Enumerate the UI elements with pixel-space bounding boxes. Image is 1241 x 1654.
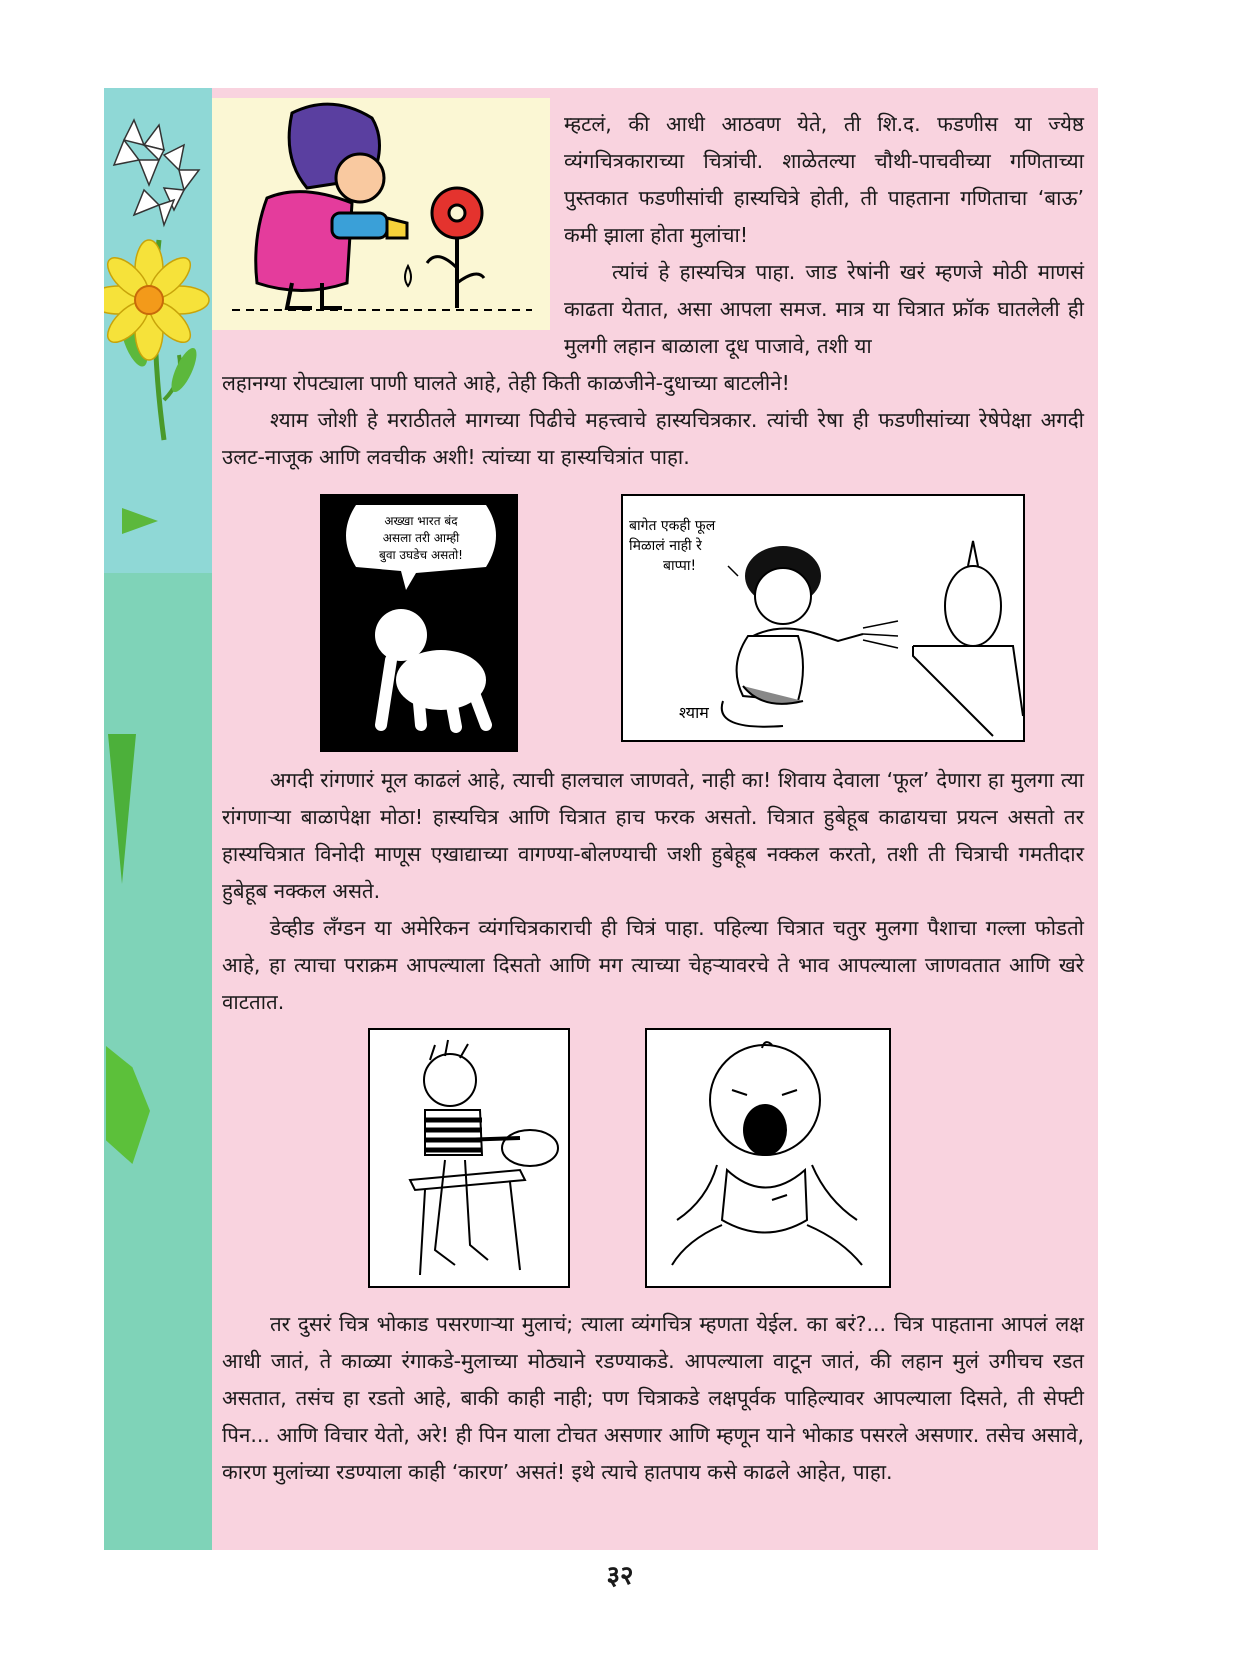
green-triangle-decoration xyxy=(122,508,158,534)
baby-speech-line1: अख्खा भारत बंद xyxy=(384,514,458,528)
paragraph-2a: त्यांचं हे हास्यचित्र पाहा. जाड रेषांनी खरं म्हणजे मोठी माणसं काढता येतात, असा आपला समज. मात्र या चित्रात फ्रॉक घातलेली ही मुलगी लहान बाळाला दूध पाजावे, तशी या xyxy=(564,260,1084,358)
boy-speech-line3: बाप्पा! xyxy=(663,558,697,574)
paragraph-continued xyxy=(222,365,1084,476)
paragraph-4: अगदी रांगणारं मूल काढलं आहे, त्याची हालचाल जाणवते, नाही का! शिवाय देवाला ‘फूल’ देणारा हा मुलगा त्या रांगणाऱ्या बाळापेक्षा मोठा! हास्यचित्र आणि चित्रात हाच फरक असतो. चित्रात हुबेहूब काढायचा प्रयत्न असतो तर हास्यचित्रात विनोदी माणूस एखाद्याच्या वागण्या-बोलण्याची जशी हुबेहूब नक्कल करतो, तशी ती चित्राची गमतीदार हुबेहूब नक्कल असते. xyxy=(222,768,1084,903)
cartoon-crying-baby xyxy=(645,1028,891,1288)
cartoon-boy-piggy-bank xyxy=(368,1028,570,1288)
paragraph-middle xyxy=(222,762,1084,1021)
cartoon-crawling-baby xyxy=(320,494,518,752)
boy-speech-line1: बागेत एकही फूल xyxy=(629,518,716,534)
baby-speech-line3: बुवा उघडेच असतो! xyxy=(378,548,464,562)
cartoon-girl-watering xyxy=(212,98,550,330)
cartoonist-signature: श्याम xyxy=(679,703,709,722)
green-polygon-decoration xyxy=(106,1046,150,1164)
paragraph-5: डेव्हीड लँग्डन या अमेरिकन व्यंगचित्रकाराची ही चित्रं पाहा. पहिल्या चित्रात चतुर मुलगा पैशाचा गल्ला फोडतो आहे, हा त्याचा पराक्रम आपल्याला दिसतो आणि मग त्याच्या चेहऱ्यावरचे ते भाव आपल्याला जाणवतात आणि खरे वाटतात. xyxy=(222,916,1084,1014)
boy-speech-line2: मिळालं नाही रे xyxy=(629,538,702,554)
paragraph-final-block xyxy=(222,1306,1084,1491)
cartoon-boy-ganesha xyxy=(621,494,1025,742)
flowers-illustration xyxy=(104,100,224,450)
green-spike-decoration xyxy=(108,734,136,884)
paragraph-2b: लहानग्या रोपट्याला पाणी घालते आहे, तेही किती काळजीने-दुधाच्या बाटलीने! xyxy=(222,371,790,395)
paragraph-3: श्याम जोशी हे मराठीतले मागच्या पिढीचे महत्त्वाचे हास्यचित्रकार. त्यांची रेषा ही फडणीसांच्या रेषेपेक्षा अगदी उलट-नाजूक आणि लवचीक अशी! त्यांच्या या हास्यचित्रांत पाहा. xyxy=(222,408,1084,469)
paragraph-intro xyxy=(564,106,1084,365)
paragraph-1: म्हटलं, की आधी आठवण येते, ती शि.द. फडणीस या ज्येष्ठ व्यंगचित्रकाराच्या चित्रांची. शाळेतल्या चौथी-पाचवीच्या गणिताच्या पुस्तकात फडणीसांची हास्यचित्रे होती, ती पाहताना गणिताचा ‘बाऊ’ कमी झाला होता मुलांचा! xyxy=(564,112,1084,247)
baby-speech-line2: असला तरी आम्ही xyxy=(382,531,460,545)
page-number: ३२ xyxy=(606,1561,634,1591)
paragraph-6: तर दुसरं चित्र भोकाड पसरणाऱ्या मुलाचं; त्याला व्यंगचित्र म्हणता येईल. का बरं?... चित्र पाहताना आपलं लक्ष आधी जातं, ते काळ्या रंगाकडे-मुलाच्या मोठ्याने रडण्याकडे. आपल्याला वाटून जातं, की लहान मुलं उगीचच रडत असतात, तसंच हा रडतो आहे, बाकी काही नाही; पण चित्राकडे लक्षपूर्वक पाहिल्यावर आपल्याला दिसते, ती सेफ्टी पिन... आणि विचार येतो, अरे! ही पिन याला टोचत असणार आणि म्हणून याने भोकाड पसरले असणार. तसेच असावे, कारण मुलांच्या रडण्याला काही ‘कारण’ असतं! इथे त्याचे हातपाय कसे काढले आहेत, पाहा. xyxy=(222,1312,1084,1484)
